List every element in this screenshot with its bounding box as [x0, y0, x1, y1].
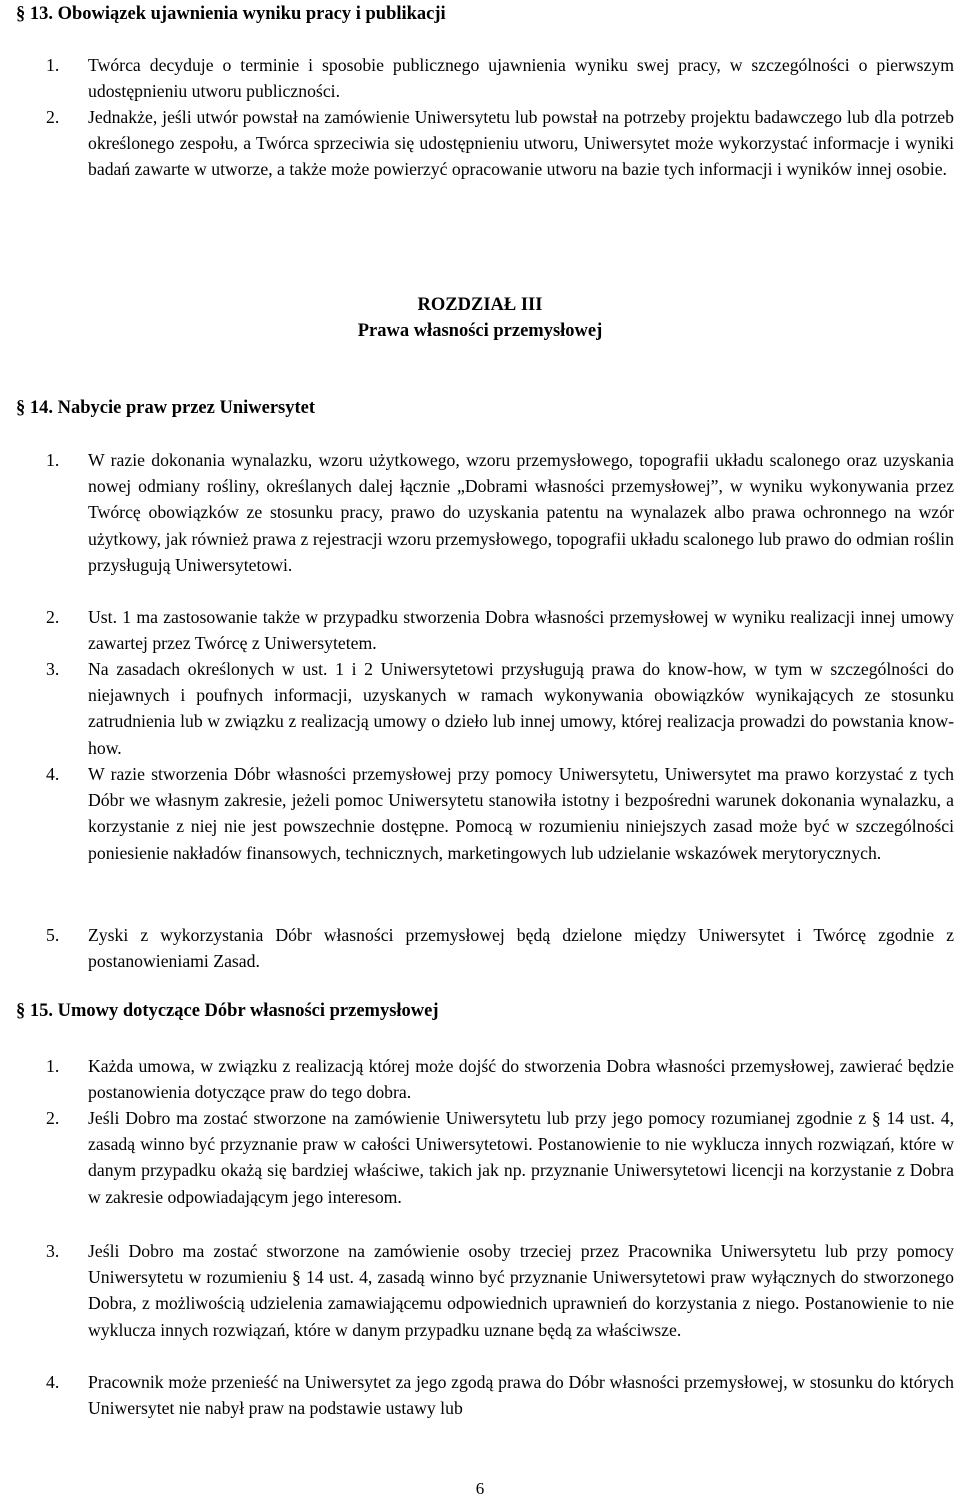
list-item	[46, 1238, 954, 1343]
chapter-title: Prawa własności przemysłowej	[357, 321, 603, 341]
item-number: 1.	[46, 1056, 60, 1076]
item-text: W razie dokonania wynalazku, wzoru użytkowego, wzoru przemysłowego, topografii układu scalonego oraz uzyskania nowej odmiany rośliny, określanych dalej łącznie „Dobrami własności przemysłowej”, w wyniku wykonywania przez Twórcę obowiązków ze stosunku pracy, prawo do uzyskania patentu na wynalazek albo prawa ochronnego na wzór użytkowy, jak również prawa z rejestracji wzoru przemysłowego, topografii układu scalonego lub prawo do odmian roślin przysługują Uniwersytetowi.	[88, 450, 954, 575]
list-item	[46, 1369, 954, 1421]
item-text: Jeśli Dobro ma zostać stworzone na zamówienie Uniwersytetu lub przy jego pomocy rozumianej zgodnie z § 14 ust. 4, zasadą winno być przyznanie praw w całości Uniwersytetowi. Postanowienie to nie wyklucza innych rozwiązań, które w danym przypadku okażą się bardziej właściwe, takich jak np. przyznanie Uniwersytetowi licencji na korzystanie z Dobra w zakresie odpowiadającym jego interesom.	[88, 1108, 954, 1207]
item-text: W razie stworzenia Dóbr własności przemysłowej przy pomocy Uniwersytetu, Uniwersytet ma prawo korzystać z tych Dóbr we własnym zakresie, jeżeli pomoc Uniwersytetu stanowiła istotny i bezpośredni warunek dokonania wynalazku, a korzystanie z niej nie jest powszechnie dostępne. Pomocą w rozumieniu niniejszych zasad może być w szczególności poniesienie nakładów finansowych, technicznych, marketingowych lub udzielanie wskazówek merytorycznych.	[88, 764, 954, 863]
item-text: Ust. 1 ma zastosowanie także w przypadku stworzenia Dobra własności przemysłowej w wyniku realizacji innej umowy zawartej przez Twórcę z Uniwersytetem.	[88, 607, 954, 654]
item-text: Na zasadach określonych w ust. 1 i 2 Uniwersytetowi przysługują prawa do know-how, w tym w szczególności do niejawnych i poufnych informacji, uzyskanych w ramach wykonywania obowiązków wynikających ze stosunku zatrudnienia lub w związku z realizacją umowy o dzieło lub innej umowy, której realizacja prowadzi do powstania know-how.	[88, 659, 954, 758]
section-heading-14: § 14. Nabycie praw przez Uniwersytet	[16, 398, 316, 418]
item-text: Twórca decyduje o terminie i sposobie publicznego ujawnienia wyniku swej pracy, w szczególności o pierwszym udostępnieniu utworu publiczności.	[88, 55, 954, 102]
list-item	[46, 922, 954, 974]
item-number: 2.	[46, 107, 60, 127]
item-text: Każda umowa, w związku z realizacją której może dojść do stworzenia Dobra własności przemysłowej, zawierać będzie postanowienia dotyczące praw do tego dobra.	[88, 1056, 954, 1103]
item-number: 1.	[46, 55, 60, 75]
chapter-number: ROZDZIAŁ III	[417, 295, 543, 315]
list-item	[46, 447, 954, 578]
item-number: 3.	[46, 659, 60, 679]
item-number: 2.	[46, 1108, 60, 1128]
section-heading-15: § 15. Umowy dotyczące Dóbr własności przemysłowej	[16, 1001, 439, 1021]
item-number: 4.	[46, 1372, 60, 1392]
item-text: Pracownik może przenieść na Uniwersytet za jego zgodą prawa do Dóbr własności przemysłowej, w stosunku do których Uniwersytet nie nabył praw na podstawie ustawy lub	[88, 1372, 954, 1419]
item-text: Zyski z wykorzystania Dóbr własności przemysłowej będą dzielone między Uniwersytet i Twórcę zgodnie z postanowieniami Zasad.	[88, 925, 954, 972]
item-number: 2.	[46, 607, 60, 627]
item-number: 3.	[46, 1241, 60, 1261]
section-heading-13: § 13. Obowiązek ujawnienia wyniku pracy i publikacji	[16, 4, 446, 24]
list-item	[46, 1053, 954, 1105]
list-item	[46, 104, 954, 183]
item-number: 4.	[46, 764, 60, 784]
list-item	[46, 1105, 954, 1210]
item-number: 5.	[46, 925, 60, 945]
list-item	[46, 656, 954, 761]
page-number: 6	[475, 1479, 485, 1498]
item-text: Jeśli Dobro ma zostać stworzone na zamówienie osoby trzeciej przez Pracownika Uniwersytetu lub przy pomocy Uniwersytetu w rozumieniu § 14 ust. 4, zasadą winno być przyznanie Uniwersytetowi praw wyłącznych do stworzonego Dobra, z możliwością udzielenia zamawiającemu odpowiednich uprawnień do korzystania z niego. Postanowienie to nie wyklucza innych rozwiązań, które w danym przypadku uznane będą za właściwsze.	[88, 1241, 954, 1340]
list-item	[46, 761, 954, 866]
list-item	[46, 52, 954, 104]
item-text: Jednakże, jeśli utwór powstał na zamówienie Uniwersytetu lub powstał na potrzeby projektu badawczego lub dla potrzeb określonego zespołu, a Twórca sprzeciwia się udostępnieniu utworu, Uniwersytet może wykorzystać informacje i wyniki badań zawarte w utworze, a także może powierzyć opracowanie utworu na bazie tych informacji i wyników innej osobie.	[88, 107, 954, 180]
chapter-heading	[0, 292, 960, 344]
list-item	[46, 604, 954, 656]
item-number: 1.	[46, 450, 60, 470]
